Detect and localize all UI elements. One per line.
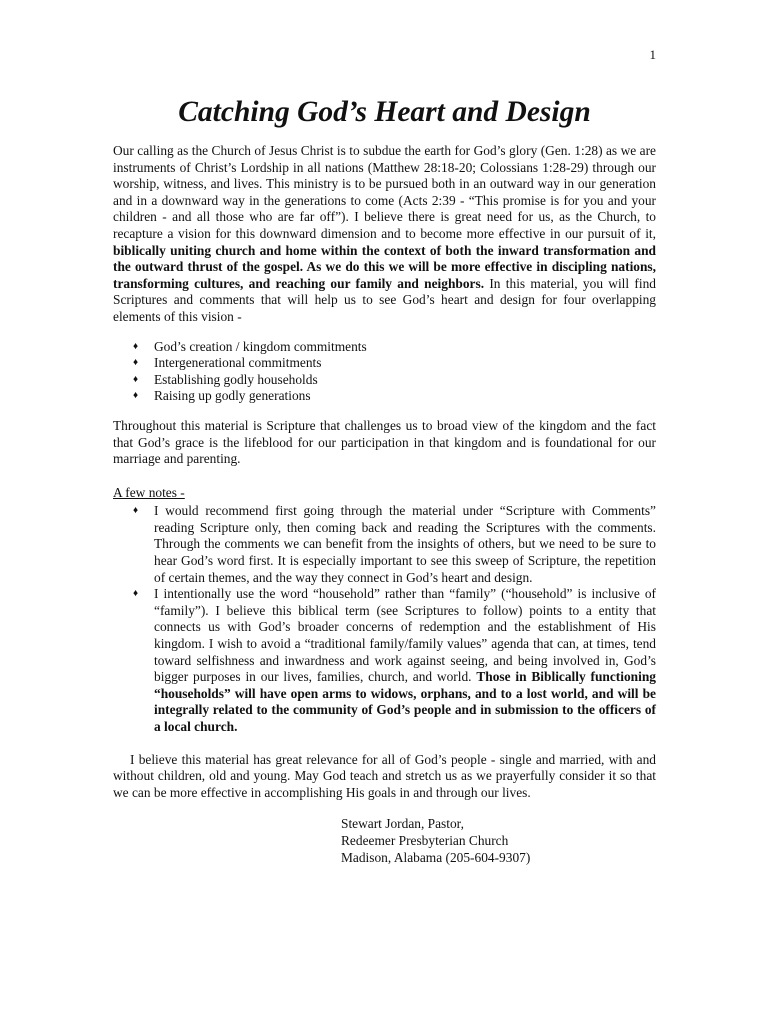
diamond-bullet-icon: ♦ (133, 505, 139, 517)
page-number: 1 (649, 47, 656, 62)
notes-heading (113, 485, 656, 502)
signature-church: Redeemer Presbyterian Church (341, 832, 509, 848)
diamond-bullet-icon: ♦ (133, 390, 139, 402)
notes-heading-text: A few notes - (113, 484, 185, 500)
vision-elements-list (113, 339, 656, 405)
list-item (133, 372, 656, 389)
note-bold-text: Those in Biblically functioning “households” will have open arms to widows, orphans, and to a lost world, and will be integrally related to the community of God’s people and in submission to the officers of a local church. (154, 669, 656, 734)
list-item-text: Intergenerational commitments (154, 355, 322, 371)
note-item (133, 586, 656, 735)
list-item-text: Establishing godly households (154, 371, 318, 387)
intro-bold-text: biblically uniting church and home within the context of both the inward transformation and the outward thrust of the gospel. As we do this we will be more effective in discipling nations, transforming cultures, and reaching our family and neighbors. (113, 242, 656, 291)
signature-name: Stewart Jordan, Pastor, (341, 816, 464, 832)
notes-list (113, 503, 656, 735)
list-item (133, 355, 656, 372)
document-title: Catching God’s Heart and Design (178, 96, 591, 128)
list-item (133, 339, 656, 356)
intro-text-2: In this material, you will find Scriptures and comments that will help us to see God’s heart and design for four overlapping elements of this vision - (113, 275, 656, 324)
list-item-text: Raising up godly generations (154, 388, 311, 404)
intro-paragraph (113, 143, 656, 326)
closing-paragraph: I believe this material has great relevance for all of God’s people - single and married, with and without children, old and young. May God teach and stretch us as we prayerfully consider it so that we can be more effective in accomplishing His goals in and through our lives. (113, 751, 656, 800)
diamond-bullet-icon: ♦ (133, 357, 139, 369)
list-item-text: God’s creation / kingdom commitments (154, 338, 367, 354)
signature-block (341, 816, 656, 866)
diamond-bullet-icon: ♦ (133, 340, 139, 352)
list-item (133, 388, 656, 405)
diamond-bullet-icon: ♦ (133, 588, 139, 600)
note-text: I would recommend first going through the material under “Scripture with Comments” reading Scripture only, then coming back and reading the Scriptures with the comments. Through the comments we can benefit from the insights of others, but we need to be sure to hear God’s word first. It is especially important to see this sweep of Scripture, the repetition of certain themes, and the way they connect in God’s heart and design. (154, 503, 656, 585)
signature-location: Madison, Alabama (205-604-9307) (341, 849, 531, 865)
diamond-bullet-icon: ♦ (133, 373, 139, 385)
throughout-paragraph: Throughout this material is Scripture that challenges us to broad view of the kingdom and the fact that God’s grace is the lifeblood for our participation in that kingdom and is foundational for our marriage and parenting. (113, 417, 656, 467)
note-item (133, 503, 656, 586)
intro-text-1: Our calling as the Church of Jesus Christ is to subdue the earth for God’s glory (Gen. 1:28) as we are instruments of Christ’s Lordship in all nations (Matthew 28:18-20; Colossians 1:28-29) through our worship, witness, and lives. This ministry is to be pursued both in an outward way in our generation and in a downward way in the generations to come (Acts 2:39 - “This promise is for you and your children - and all those who are far off”). I believe there is great need for us, as the Church, to recapture a vision for this downward dimension and to become more effective in our pursuit of it, (113, 143, 656, 241)
note-text: I intentionally use the word “household” rather than “family” (“household” is inclusive of “family”). I believe this biblical term (see Scriptures to follow) points to a entity that connects us with God’s broader concerns of redemption and the establishment of His kingdom. I wish to avoid a “traditional family/family values” agenda that can, at times, tend toward selfishness and inwardness and work against seeing, and being involved in, God’s bigger purposes in our lives, families, church, and world. (154, 586, 656, 685)
